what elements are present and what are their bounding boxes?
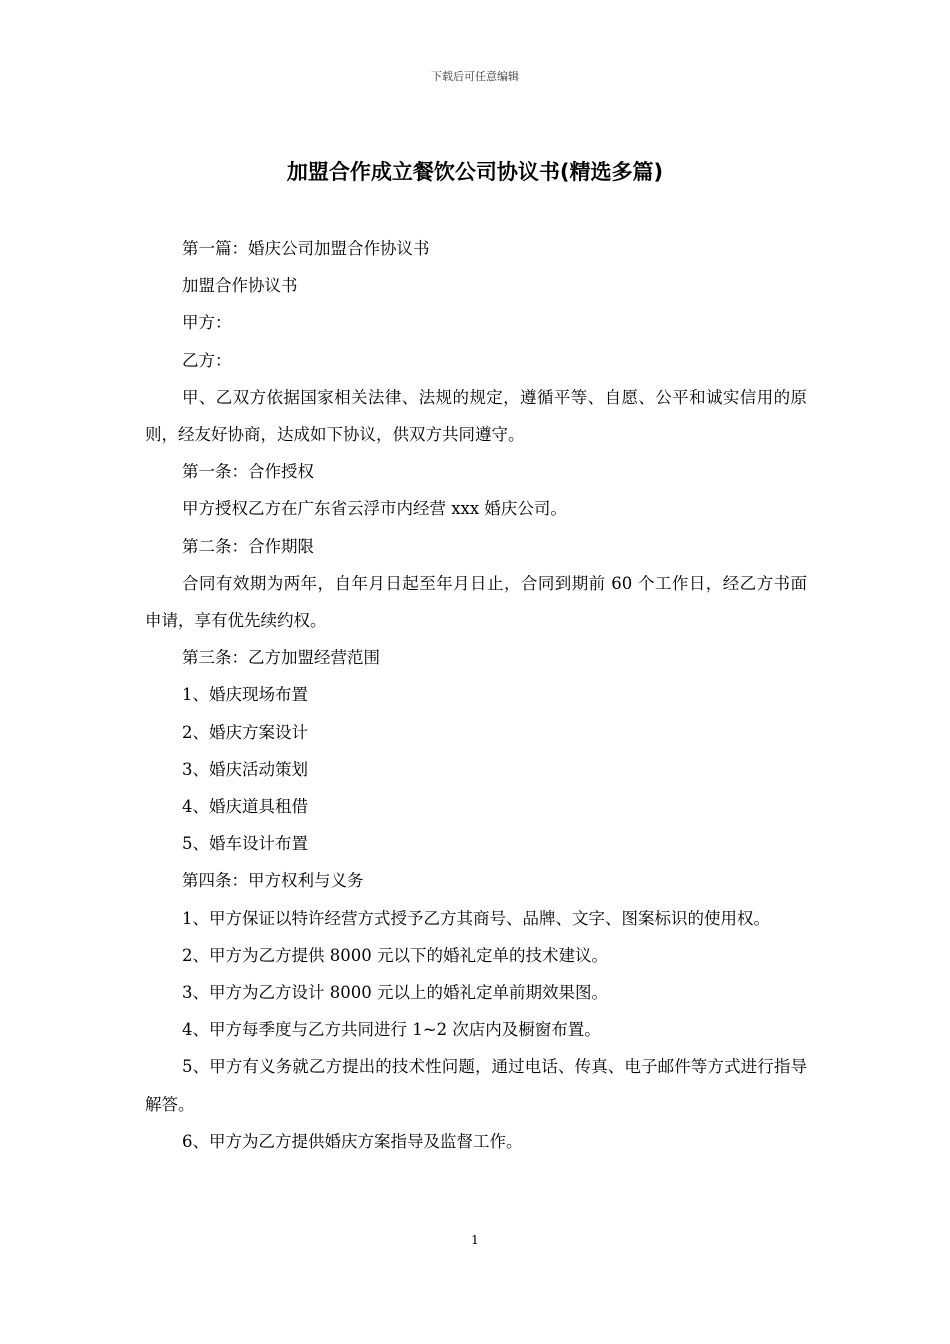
list-item: 1、婚庆现场布置 xyxy=(182,685,308,705)
list-item: 3、婚庆活动策划 xyxy=(182,759,308,779)
paragraph: 第一篇：婚庆公司加盟合作协议书 xyxy=(182,239,430,258)
list-item: 1、甲方保证以特许经营方式授予乙方其商号、品牌、文字、图案标识的使用权。 xyxy=(182,908,770,928)
list-item: 3、甲方为乙方设计 8000 元以上的婚礼定单前期效果图。 xyxy=(182,983,608,1003)
document-title: 加盟合作成立餐饮公司协议书(精选多篇) xyxy=(286,160,664,184)
paragraph: 甲方： xyxy=(182,313,232,333)
page-number: 1 xyxy=(471,1233,479,1247)
paragraph: 甲、乙双方依据国家相关法律、法规的规定，遵循平等、自愿、公平和诚实信用的原则，经友好协商，达成如下协议，供双方共同遵守。 xyxy=(145,387,807,445)
list-item: 4、甲方每季度与乙方共同进行 1~2 次店内及橱窗布置。 xyxy=(182,1020,601,1040)
paragraph: 合同有效期为两年，自年月日起至年月日止，合同到期前 60 个工作日，经乙方书面申请，享有优先续约权。 xyxy=(145,573,807,631)
list-item: 4、婚庆道具租借 xyxy=(182,797,308,817)
section-heading: 第一条：合作授权 xyxy=(182,462,314,482)
document-body xyxy=(145,230,807,1160)
paragraph: 甲方授权乙方在广东省云浮市内经营 xxx 婚庆公司。 xyxy=(182,499,567,519)
section-heading: 第四条：甲方权利与义务 xyxy=(182,871,364,891)
section-heading: 第三条：乙方加盟经营范围 xyxy=(182,648,380,668)
paragraph: 乙方： xyxy=(182,350,232,370)
list-item: 2、甲方为乙方提供 8000 元以下的婚礼定单的技术建议。 xyxy=(182,945,608,965)
list-item: 5、甲方有义务就乙方提出的技术性问题，通过电话、传真、电子邮件等方式进行指导解答。 xyxy=(145,1057,807,1114)
list-item: 6、甲方为乙方提供婚庆方案指导及监督工作。 xyxy=(182,1131,523,1151)
header-note: 下载后可任意编辑 xyxy=(431,70,519,83)
list-item: 5、婚车设计布置 xyxy=(182,834,308,854)
paragraph: 加盟合作协议书 xyxy=(182,276,298,296)
section-heading: 第二条：合作期限 xyxy=(182,536,314,556)
list-item: 2、婚庆方案设计 xyxy=(182,722,308,742)
